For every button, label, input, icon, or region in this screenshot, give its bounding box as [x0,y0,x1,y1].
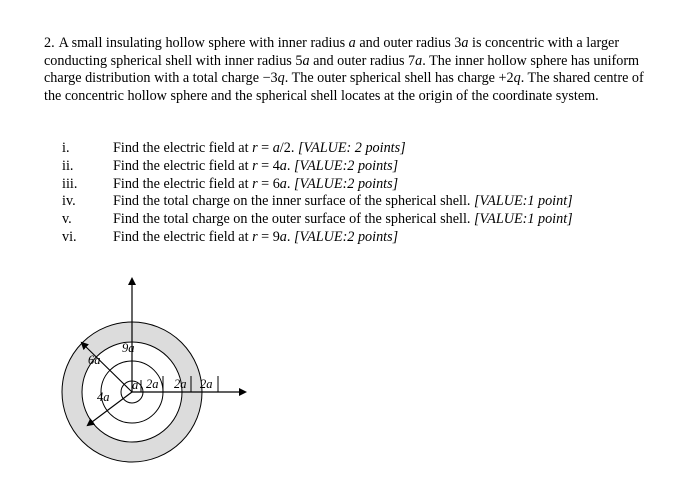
subpart-expression: r = 4a. [252,157,291,174]
subpart-numeral: iv. [62,193,76,210]
subpart-expression: r = 6a. [252,175,291,192]
problem-text-run: . The inner hollow sphere has uniform charge distribution with a total charge −3 [44,52,640,87]
label-2a-third: 2a [200,377,213,391]
subpart-item [62,193,662,211]
subpart-content [113,158,398,176]
subpart-question: Find the total charge on the inner surface of the spherical shell. [113,193,471,210]
subpart-content [113,193,573,211]
subpart-point-value: [VALUE:2 points] [293,228,399,245]
subpart-numeral: v. [62,211,72,228]
label-9a: 9a [122,341,135,355]
math-variable: q [513,70,521,87]
problem-text-run: . The outer spherical shell has charge +2 [284,70,514,87]
problem-body [44,35,644,104]
subparts-list [62,140,662,247]
math-variable: q [277,70,285,87]
math-variable: a [415,52,423,69]
label-2a-second: 2a [174,377,187,391]
problem-text-run: is concentric with a larger conducting spherical shell with inner radius 5 [44,35,620,69]
subpart-item [62,229,662,247]
subpart-numeral: iii. [62,175,78,192]
subpart-content [113,211,573,229]
problem-text-run: and outer radius 3 [355,35,462,51]
problem-statement [44,35,644,105]
label-6a: 6a [88,353,101,367]
subpart-expression: r = a/2. [252,140,295,156]
subpart-item [62,140,662,158]
problem-text-run: . The shared centre of the concentric hollow sphere and the spherical shell locates at the origin of the coordinate system. [44,70,644,104]
math-variable: a [461,35,469,51]
subpart-point-value: [VALUE:1 point] [474,193,573,210]
subpart-question: Find the electric field at [113,175,253,192]
subpart-question: Find the total charge on the outer surface of the spherical shell. [113,211,471,228]
subpart-question: Find the electric field at [113,140,253,156]
subpart-content [113,140,406,158]
subpart-point-value: [VALUE:2 points] [293,175,399,192]
subpart-point-value: [VALUE:2 points] [293,157,399,174]
subpart-point-value: [VALUE:1 point] [474,211,573,228]
subpart-content [113,229,398,247]
subpart-numeral: ii. [62,157,74,174]
subpart-expression: r = 9a. [252,228,291,245]
math-variable: a [348,35,356,51]
subpart-content [113,176,398,194]
label-a: a [132,378,139,392]
subpart-item [62,158,662,176]
subpart-point-value: [VALUE: 2 points] [297,140,406,156]
problem-text-run: and outer radius 7 [309,52,416,69]
subpart-numeral: i. [62,140,70,156]
subpart-question: Find the electric field at [113,157,253,174]
label-2a-first: 2a [146,377,159,391]
subpart-numeral: vi. [62,228,77,245]
problem-number: 2. [44,35,55,51]
concentric-spheres-diagram [0,270,300,480]
subpart-item [62,176,662,194]
subpart-item [62,211,662,229]
label-4a: 4a [97,390,110,404]
math-variable: a [302,52,310,69]
problem-text-run: A small insulating hollow sphere with inner radius [58,35,349,51]
subpart-question: Find the electric field at [113,228,253,245]
